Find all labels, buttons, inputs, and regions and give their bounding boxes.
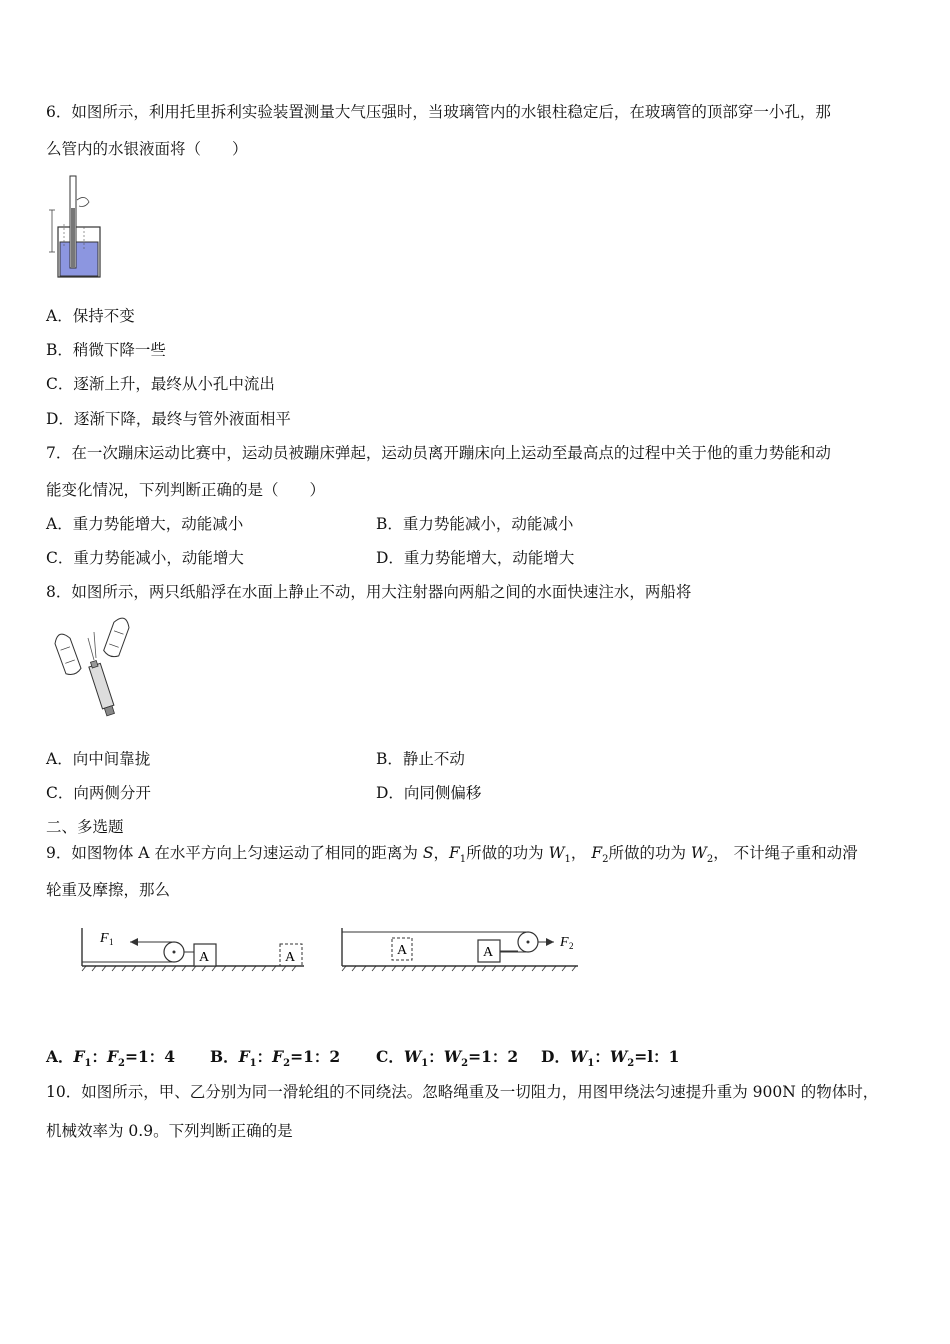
q9-var-s: S	[422, 844, 434, 862]
section-heading-multiple-choice: 二、多选题	[46, 818, 124, 836]
q9-var-f2: F	[591, 844, 603, 862]
pulley-right-f-label: F	[560, 935, 569, 950]
q8-option-c[interactable]: C．向两侧分开	[46, 784, 151, 802]
q7-stem-line1: 7．在一次蹦床运动比赛中，运动员被蹦床弹起，运动员离开蹦床向上运动至最高点的过程中关于他的重力势能和动	[46, 444, 831, 462]
q8-option-b[interactable]: B．静止不动	[376, 750, 465, 768]
q9-stem-line2: 轮重及摩擦，那么	[46, 881, 171, 899]
q9-option-b-prefix: B．	[210, 1047, 239, 1066]
paper-boats-syringe-figure	[50, 614, 134, 718]
q9-option-d-value: =l：1	[634, 1047, 680, 1066]
pulley-setups-figure	[70, 920, 590, 980]
q9-option-a-f1: F	[73, 1047, 85, 1066]
q7-option-d[interactable]: D．重力势能增大，动能增大	[376, 549, 575, 567]
q6-option-b[interactable]: B．稍微下降一些	[46, 341, 166, 359]
q6-option-c[interactable]: C．逐渐上升，最终从小孔中流出	[46, 375, 275, 393]
q9-option-d-sub1: 1	[587, 1058, 595, 1070]
q9-option-b-sub2: 2	[283, 1058, 291, 1070]
q6-stem-line1: 6．如图所示，利用托里拆利实验装置测量大气压强时，当玻璃管内的水银柱稳定后，在玻璃管的顶部穿一小孔，那	[46, 103, 831, 121]
q9-var-w2: W	[690, 844, 707, 862]
q9-option-a-sub2: 2	[118, 1058, 126, 1070]
q9-option-c-colon: ：	[428, 1047, 444, 1066]
q9-option-c-sub1: 1	[421, 1058, 429, 1070]
q9-option-a[interactable]	[46, 1046, 175, 1075]
q9-option-d-w1: W	[569, 1047, 588, 1066]
q9-sub-2: 2	[602, 854, 609, 866]
q9-option-b-colon: ：	[256, 1047, 273, 1066]
q9-text-part5: 所做的功为	[608, 844, 691, 862]
q9-option-c-prefix: C．	[376, 1047, 404, 1066]
q9-sub-w2: 2	[706, 854, 714, 866]
q10-stem-line1: 10．如图所示，甲、乙分别为同一滑轮组的不同绕法。忽略绳重及一切阻力，用图甲绕法匀速提升重为 900N 的物体时，	[46, 1083, 879, 1101]
pulley-setup-left	[82, 928, 304, 971]
q9-sub-1: 1	[459, 854, 467, 866]
q9-var-w1: W	[548, 844, 565, 862]
q8-stem: 8．如图所示，两只纸船浮在水面上静止不动，用大注射器向两船之间的水面快速注水，两船将	[46, 583, 692, 601]
q7-stem-line2: 能变化情况，下列判断正确的是（ ）	[46, 481, 326, 499]
torricelli-tube-figure	[44, 172, 104, 280]
q6-stem-line2: 么管内的水银液面将（ ）	[46, 140, 248, 158]
q9-option-b-value: =1：2	[290, 1047, 341, 1066]
q9-text-part3: 所做的功为	[466, 844, 549, 862]
q9-stem-line1	[46, 842, 858, 871]
q6-option-a[interactable]: A．保持不变	[46, 307, 135, 325]
pulley-setup-right	[342, 928, 578, 971]
q9-option-b[interactable]	[210, 1046, 340, 1075]
q9-text-part2: ，	[433, 844, 449, 862]
q9-sub-w1: 1	[564, 854, 571, 866]
q9-text-part6: ， 不计绳子重和动滑	[713, 844, 858, 862]
q9-option-c[interactable]	[376, 1046, 518, 1075]
q9-option-c-w1: W	[403, 1047, 422, 1066]
q7-option-b[interactable]: B．重力势能减小，动能减小	[376, 515, 574, 533]
q9-option-a-sub1: 1	[84, 1058, 92, 1070]
pulley-left-f-subscript: 1	[109, 937, 114, 947]
q9-option-a-prefix: A．	[46, 1047, 74, 1066]
pulley-right-f-subscript: 2	[569, 941, 574, 951]
q7-option-a[interactable]: A．重力势能增大，动能减小	[46, 515, 244, 533]
q9-option-a-colon: ：	[91, 1047, 108, 1066]
q10-stem-line2: 机械效率为 0.9。下列判断正确的是	[46, 1122, 293, 1140]
q9-option-d[interactable]	[541, 1046, 679, 1075]
q9-text-part4: ，	[570, 844, 587, 862]
pulley-right-dashed-block-label: A	[397, 943, 408, 958]
q9-option-a-f2: F	[107, 1047, 119, 1066]
q9-var-f1: F	[448, 844, 460, 862]
q9-option-b-f1: F	[238, 1047, 250, 1066]
pulley-left-f-label: F	[100, 931, 109, 946]
q9-option-d-sub2: 2	[627, 1058, 635, 1070]
pulley-right-block-label: A	[483, 945, 494, 960]
q9-option-b-f2: F	[272, 1047, 284, 1066]
q9-text-part1: 9．如图物体 A 在水平方向上匀速运动了相同的距离为	[46, 844, 423, 862]
pulley-left-block-label: A	[199, 950, 210, 965]
q9-option-d-prefix: D．	[541, 1047, 570, 1066]
q7-option-c[interactable]: C．重力势能减小，动能增大	[46, 549, 244, 567]
q9-option-d-colon: ：	[594, 1047, 610, 1066]
q9-option-b-sub1: 1	[249, 1058, 257, 1070]
q9-option-c-w2: W	[443, 1047, 462, 1066]
q6-option-d[interactable]: D．逐渐下降，最终与管外液面相平	[46, 410, 291, 428]
pulley-left-dashed-block-label: A	[285, 950, 296, 965]
q9-option-c-sub2: 2	[461, 1058, 469, 1070]
q8-option-a[interactable]: A．向中间靠拢	[46, 750, 151, 768]
q8-option-d[interactable]: D．向同侧偏移	[376, 784, 482, 802]
q9-option-a-value: =1：4	[125, 1047, 176, 1066]
q9-option-d-w2: W	[609, 1047, 628, 1066]
q9-option-c-value: =1：2	[468, 1047, 519, 1066]
